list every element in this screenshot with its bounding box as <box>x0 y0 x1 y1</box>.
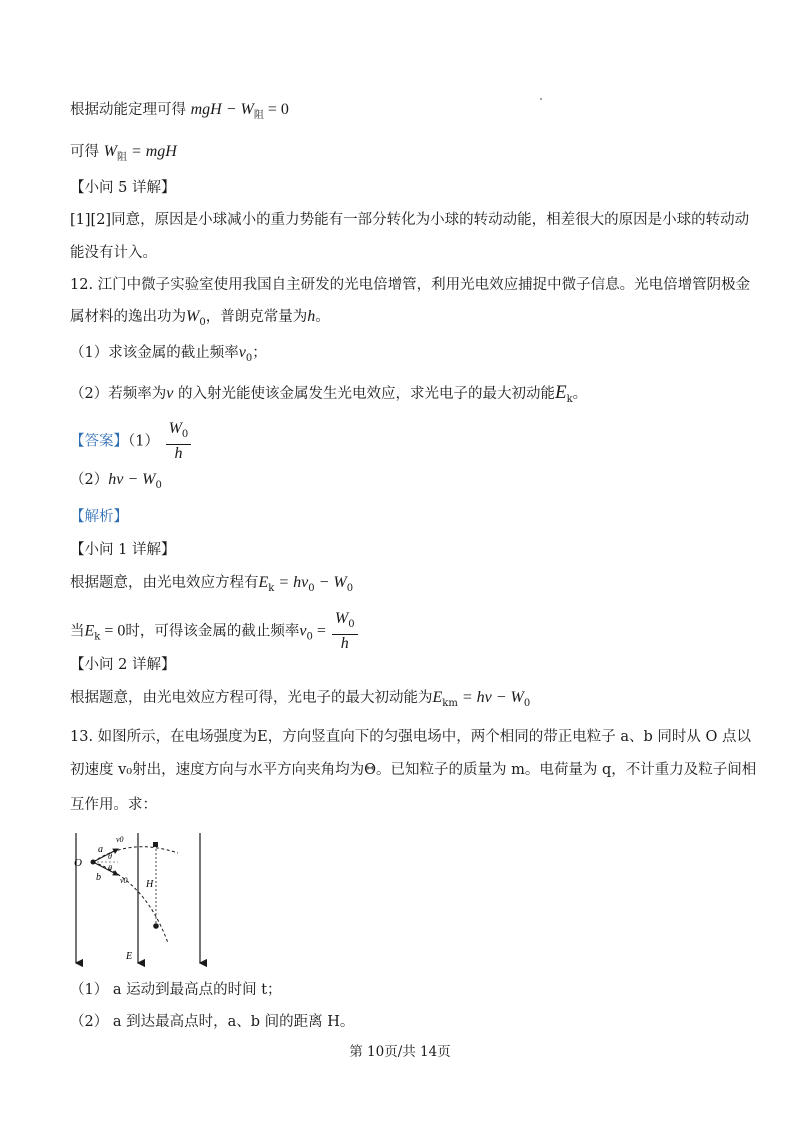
analysis-label: 【解析】 <box>70 509 128 525</box>
q5-explanation-2: 能没有计入。 <box>70 245 157 261</box>
label-H: H <box>146 879 154 890</box>
subscript: 0 <box>346 582 354 594</box>
formula: W <box>103 143 117 160</box>
text: 根据题意，由光电效应方程可得，光电子的最大初动能为 <box>70 690 433 706</box>
label-theta-top: θ <box>108 852 112 861</box>
problem-12-q1 <box>70 343 267 369</box>
fraction <box>166 420 192 463</box>
formula: = hν <box>274 574 309 591</box>
formula-rhs: = mgH <box>126 143 177 160</box>
trajectory-b <box>93 862 168 943</box>
text: 根据题意，由光电效应方程有 <box>70 575 259 591</box>
subscript: k <box>94 631 101 643</box>
formula: E <box>258 574 269 591</box>
subscript: 阻 <box>253 109 264 121</box>
v0-arrow-a <box>93 849 118 862</box>
text: （1） <box>128 433 159 450</box>
subscript: 0 <box>181 428 189 440</box>
problem-13-stem-1: 13. 如图所示，在电场强度为E，方向竖直向下的匀强电场中，两个相同的带正电粒子 a、b 同时从 O 点以 <box>70 729 752 745</box>
subscript: km <box>442 697 458 709</box>
label-b: b <box>96 872 101 883</box>
page-footer: 第 10页/共 14页 <box>349 1044 451 1060</box>
text: ，普朗克常量为 <box>205 309 308 325</box>
subscript: 0 <box>306 631 313 643</box>
formula: E <box>432 689 443 706</box>
subscript: 0 <box>523 697 531 709</box>
label-v0-bottom: v0 <box>120 876 128 885</box>
formula: hν − W <box>108 471 156 488</box>
scan-speck <box>540 98 542 100</box>
fraction <box>332 610 358 653</box>
problem-13-stem-3: 互作用。求： <box>70 797 157 813</box>
label-E: E <box>126 951 133 962</box>
symbol: ν <box>166 385 174 402</box>
subscript: 阻 <box>116 151 127 163</box>
trajectory-a <box>93 847 178 862</box>
formula: ν <box>299 622 307 640</box>
denominator: h <box>174 444 183 462</box>
sub2-equation <box>70 688 530 714</box>
answer-line-1 <box>70 420 193 463</box>
formula: mgH − W <box>190 101 254 118</box>
subscript: 0 <box>348 618 355 630</box>
text: ； <box>252 345 267 361</box>
kinetic-energy-theorem-line <box>70 100 289 126</box>
problem-13-q1: （1） a 运动到最高点的时间 t； <box>70 982 282 998</box>
subscript: k <box>268 582 275 594</box>
text: （2） <box>70 472 109 488</box>
problem-12-stem-2 <box>70 307 330 333</box>
text: 可得 <box>70 144 99 160</box>
problem-13-stem-2: 初速度 v₀射出，速度方向与水平方向夹角均为Θ。已知粒子的质量为 m。电荷量为 q，不计重力及粒子间相 <box>70 762 757 778</box>
text: 的入射光能使该金属发生光电效应，求光电子的最大初动能 <box>173 386 555 402</box>
formula: = hν − W <box>457 689 524 706</box>
label-theta-bottom: θ <box>108 864 112 873</box>
formula: E <box>84 622 95 640</box>
subscript: 0 <box>199 316 206 328</box>
electric-field-figure <box>60 825 220 975</box>
answer-label: 【答案】 <box>70 433 128 450</box>
sub1-equation <box>70 573 353 599</box>
sub1-heading: 【小问 1 详解】 <box>70 542 176 558</box>
denominator: h <box>340 634 349 652</box>
text: 当 <box>70 623 85 640</box>
problem-13-q2: （2） a 到达最高点时，a、b 间的距离 H。 <box>70 1014 355 1030</box>
planck-constant: h <box>307 308 316 325</box>
subscript: k <box>566 393 573 405</box>
problem-12-stem-1: 12. 江门中微子实验室使用我国自主研发的光电倍增管，利用光电效应捕捉中微子信息。光电倍增管阴极金 <box>70 277 751 293</box>
text: 根据动能定理可得 <box>70 102 186 118</box>
equals: = <box>312 622 330 640</box>
text: （2）若频率为 <box>70 386 167 402</box>
subscript: 0 <box>155 479 162 491</box>
text: 。 <box>315 309 330 325</box>
text: 属材料的逸出功为 <box>70 309 186 325</box>
particle-b-low <box>153 923 159 929</box>
label-O: O <box>74 857 82 869</box>
work-function: W <box>186 308 200 325</box>
subscript: 0 <box>245 352 253 364</box>
formula-rhs: = 0 <box>263 101 289 118</box>
q5-heading: 【小问 5 详解】 <box>70 180 176 196</box>
answer-line-2 <box>70 470 162 496</box>
symbol: E <box>554 382 567 403</box>
numerator: W <box>334 610 349 627</box>
numerator: W <box>168 420 182 437</box>
particle-a-top <box>153 842 158 847</box>
q5-explanation-1: [1][2]同意，原因是小球减小的重力势能有一部分转化为小球的转动动能，相差很大的原因是小球的转动动 <box>70 212 750 228</box>
sub2-heading: 【小问 2 详解】 <box>70 657 176 673</box>
subscript: 0 <box>308 582 315 594</box>
symbol: ν <box>238 344 246 361</box>
text: 。 <box>572 386 588 402</box>
problem-12-q2 <box>70 383 587 410</box>
formula: − W <box>314 574 347 591</box>
text: 时，可得该金属的截止频率 <box>125 623 300 640</box>
formula: = 0 <box>100 622 126 640</box>
text: （1）求该金属的截止频率 <box>70 345 239 361</box>
label-v0-top: v0 <box>116 835 124 844</box>
label-a: a <box>98 844 103 855</box>
origin-point <box>91 860 96 865</box>
sub1-threshold-frequency <box>70 610 360 653</box>
work-result-line <box>70 142 177 168</box>
